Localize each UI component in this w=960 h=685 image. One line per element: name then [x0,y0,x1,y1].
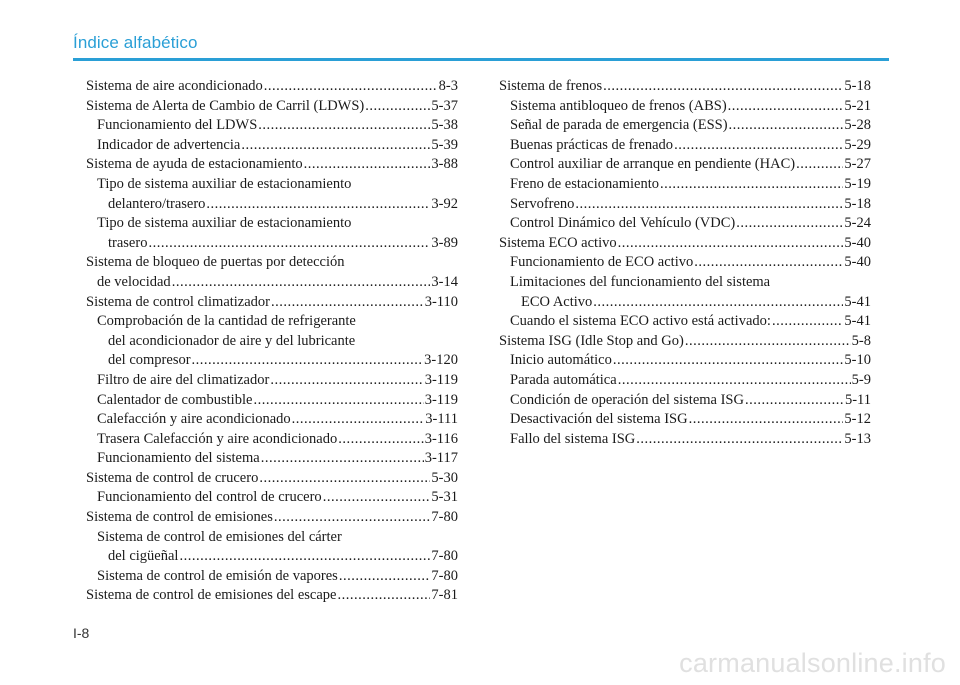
index-entry [499,410,871,430]
dot-leader [636,430,843,450]
index-entry [499,312,871,332]
index-entry-text: del acondicionador de aire y del lubricante [108,332,356,349]
dot-leader [674,136,843,156]
index-entry-text: Funcionamiento del control de crucero [97,489,322,506]
dot-leader [736,214,843,234]
index-entry-page: 5-30 [431,469,458,486]
index-entry-page: 5-12 [844,411,871,428]
index-entry-page: 5-19 [844,175,871,192]
index-entry-page: 3-119 [424,371,458,388]
index-entry-text: Sistema antibloqueo de frenos (ABS) [510,97,727,114]
dot-leader [253,391,423,411]
index-entry [499,175,871,195]
index-entry-page: 8-3 [438,78,458,94]
index-entry-page: 3-110 [424,293,458,310]
dot-leader [274,508,431,528]
index-entry-text: del compresor [108,352,191,369]
index-entry-text: Cuando el sistema ECO activo está activado: [510,313,771,330]
index-entry-text: Sistema ECO activo [499,234,617,251]
index-entry [86,97,458,117]
dot-leader [660,175,843,195]
index-entry-text: Limitaciones del funcionamiento del sistema [510,273,771,290]
index-entry-text: Buenas prácticas de frenado [510,136,674,153]
index-entry-page: 5-37 [431,97,458,114]
index-entry-page: 5-27 [844,156,871,173]
dot-leader [365,97,430,117]
dot-leader [304,155,431,175]
index-entry-text: Sistema de Alerta de Cambio de Carril (LDWS) [86,97,365,114]
index-entry [86,547,458,567]
index-entry-text: Filtro de aire del climatizador [97,371,270,388]
index-entry [499,155,871,175]
page-title: Índice alfabético [73,33,198,52]
index-entry-page: 5-40 [844,254,871,271]
index-entry-page: 5-9 [851,371,871,388]
index-entry-page: 3-14 [431,273,458,290]
index-entry-page: 3-120 [424,352,458,369]
index-entry [86,195,458,215]
index-entry-text: Sistema de ayuda de estacionamiento [86,156,303,173]
index-entry-text: Calentador de combustible [97,391,253,408]
index-entry [499,136,871,156]
index-entry-page: 5-41 [844,313,871,330]
index-entry-text: Servofreno [510,195,575,212]
index-entry [86,332,458,352]
index-entry-page: 5-41 [844,293,871,310]
dot-leader [206,195,430,215]
dot-leader [613,351,844,371]
index-entry-text: de velocidad [97,273,171,290]
index-entry [86,391,458,411]
index-entry-text: Control auxiliar de arranque en pendiente (HAC) [510,156,796,173]
index-entry [86,175,458,195]
dot-leader [728,97,844,117]
dot-leader [603,77,843,97]
index-entry-page: 5-21 [844,97,871,114]
index-entry-text: Inicio automático [510,352,612,369]
watermark: carmanualsonline.info [679,648,946,678]
index-entry-page: 7-80 [431,509,458,526]
index-entry-text: Fallo del sistema ISG [510,430,636,447]
dot-leader [729,116,844,136]
index-entry-text: Parada automática [510,371,617,388]
index-column-left [86,77,458,606]
dot-leader [179,547,430,567]
index-entry-text: Comprobación de la cantidad de refrigerante [97,313,356,330]
index-entry-page: 5-28 [844,117,871,134]
index-entry [499,116,871,136]
dot-leader [271,293,424,313]
index-entry [499,214,871,234]
index-entry-text: Tipo de sistema auxiliar de estacionamiento [97,215,352,232]
dot-leader [689,410,844,430]
index-entry [499,195,871,215]
index-entry-page: 5-10 [844,352,871,369]
index-entry [499,391,871,411]
index-entry-text: Sistema de control de emisiones [86,509,273,526]
index-entry-page: 3-117 [424,450,458,467]
index-entry [86,312,458,332]
index-entry [86,528,458,548]
index-entry-text: Sistema ISG (Idle Stop and Go) [499,332,684,349]
index-entry [499,77,871,97]
index-entry-page: 5-11 [844,391,871,408]
index-entry-text: Funcionamiento del LDWS [97,117,258,134]
index-entry-text: Calefacción y aire acondicionado [97,411,291,428]
index-entry-text: Funcionamiento del sistema [97,450,260,467]
index-entry [86,214,458,234]
index-entry [86,273,458,293]
index-entry-text: Señal de parada de emergencia (ESS) [510,117,728,134]
index-entry [499,273,871,293]
index-entry-page: 7-80 [431,548,458,565]
index-entry-text: Sistema de frenos [499,78,603,94]
index-entry-text: Condición de operación del sistema ISG [510,391,744,408]
index-entry-page: 5-8 [851,332,871,349]
header-divider [73,58,889,61]
dot-leader [192,351,424,371]
dot-leader [618,234,844,254]
index-entry-text: Control Dinámico del Vehículo (VDC) [510,215,736,232]
dot-leader [796,155,843,175]
index-entry-text: Desactivación del sistema ISG [510,411,688,428]
index-entry [86,234,458,254]
index-column-right [499,77,871,449]
index-entry [86,586,458,606]
index-entry [86,488,458,508]
index-entry-page: 5-24 [844,215,871,232]
dot-leader [337,586,430,606]
dot-leader [292,410,425,430]
index-entry-page: 3-89 [431,234,458,251]
index-entry [86,351,458,371]
index-entry-text: Sistema de aire acondicionado [86,78,263,94]
index-entry-page: 5-18 [844,195,871,212]
index-entry [86,469,458,489]
index-entry-page: 5-18 [844,78,871,94]
dot-leader [270,371,423,391]
index-entry-page: 5-39 [431,136,458,153]
index-entry [499,97,871,117]
index-entry-text: Sistema de control de crucero [86,469,259,486]
dot-leader [264,77,438,97]
dot-leader [148,234,430,254]
index-entry [86,430,458,450]
index-entry-text: Sistema de control de emisión de vapores [97,567,338,584]
dot-leader [685,332,851,352]
index-entry-text: Sistema de control de emisiones del cárter [97,528,342,545]
index-entry [86,371,458,391]
index-entry-text: delantero/trasero [108,195,206,212]
index-entry-text: del cigüeñal [108,548,179,565]
index-entry-page: 7-80 [431,567,458,584]
index-entry [86,253,458,273]
index-entry [86,508,458,528]
index-entry-page: 3-116 [424,430,458,447]
index-entry [499,371,871,391]
dot-leader [172,273,431,293]
index-entry-page: 5-31 [431,489,458,506]
dot-leader [259,469,430,489]
index-entry-page: 3-111 [425,411,458,428]
index-entry [499,430,871,450]
index-entry-text: Sistema de control climatizador [86,293,271,310]
index-entry [499,253,871,273]
index-entry [86,155,458,175]
dot-leader [339,567,431,587]
index-entry-page: 7-81 [431,587,458,604]
index-entry-text: Sistema de control de emisiones del escape [86,587,337,604]
page-number: I-8 [73,625,90,641]
index-entry [86,293,458,313]
index-entry-page: 5-13 [844,430,871,447]
index-entry-text: Sistema de bloqueo de puertas por detección [86,254,345,271]
index-entry-page: 3-92 [431,195,458,212]
index-entry-text: Funcionamiento de ECO activo [510,254,694,271]
dot-leader [258,116,430,136]
index-entry-text: Freno de estacionamiento [510,175,659,192]
index-entry [499,293,871,313]
index-entry [499,351,871,371]
dot-leader [241,136,430,156]
index-entry [86,567,458,587]
dot-leader [338,430,423,450]
index-entry [86,116,458,136]
index-entry-page: 5-38 [431,117,458,134]
dot-leader [323,488,431,508]
index-entry-page: 3-119 [424,391,458,408]
index-entry [86,410,458,430]
index-entry-page: 3-88 [431,156,458,173]
dot-leader [593,293,843,313]
index-entry [499,332,871,352]
dot-leader [618,371,851,391]
index-entry-text: Indicador de advertencia [97,136,241,153]
index-entry-text: trasero [108,234,148,251]
dot-leader [261,449,424,469]
dot-leader [575,195,843,215]
index-entry-text: ECO Activo [521,293,593,310]
index-entry-text: Tipo de sistema auxiliar de estacionamiento [97,175,352,192]
dot-leader [694,253,843,273]
index-entry [86,136,458,156]
index-entry-page: 5-29 [844,136,871,153]
index-entry [86,449,458,469]
dot-leader [772,312,843,332]
dot-leader [745,391,844,411]
index-entry-text: Trasera Calefacción y aire acondicionado [97,430,338,447]
index-entry [499,234,871,254]
index-entry-page: 5-40 [844,234,871,251]
index-entry [86,77,458,97]
